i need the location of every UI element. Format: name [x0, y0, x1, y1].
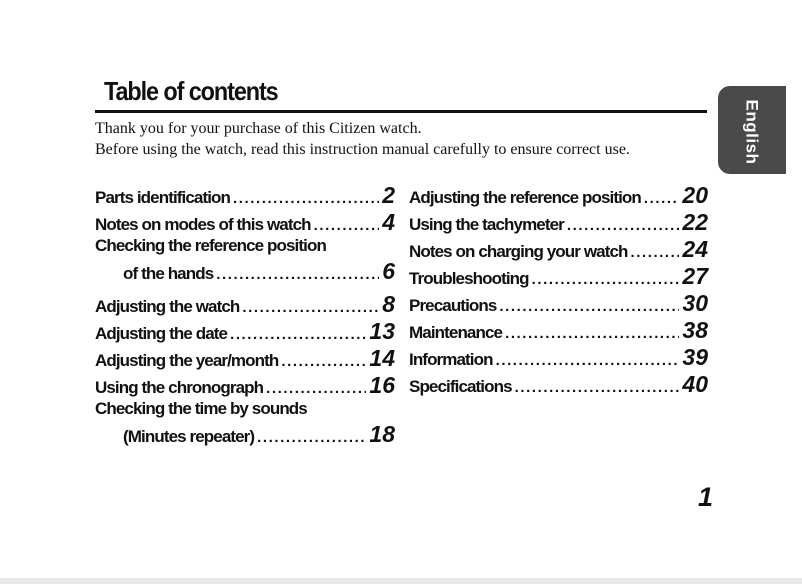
toc-entry-page: 20 [682, 182, 708, 208]
toc-entry-label: Using the tachymeter [409, 215, 564, 234]
toc-entry-label: Specifications [409, 377, 512, 396]
toc-entry-label-continued: of the hands [123, 264, 214, 283]
toc-entry-label: Using the chronograph [95, 378, 264, 397]
page-bottom-edge [0, 578, 802, 584]
intro-line: Before using the watch, read this instruction manual carefully to ensure correct use. [95, 141, 630, 158]
toc-entry[interactable] [409, 344, 708, 371]
toc-entry-page: 16 [369, 372, 395, 398]
toc-entry-page: 4 [382, 209, 395, 235]
toc-entry-page: 14 [369, 345, 395, 371]
toc-entry-label: Troubleshooting [409, 269, 529, 288]
language-tab-label-box [719, 99, 783, 165]
toc-entry[interactable] [409, 209, 708, 236]
intro-line: Thank you for your purchase of this Citizen watch. [95, 120, 422, 137]
toc-entry-label: Checking the reference position [95, 236, 326, 255]
toc-entry-label: Adjusting the reference position [409, 188, 641, 207]
dot-leader [314, 217, 380, 234]
toc-entry[interactable] [95, 399, 395, 448]
toc-left-column [95, 182, 395, 454]
dot-leader [532, 271, 680, 288]
dot-leader [242, 299, 379, 316]
intro-text [95, 118, 715, 160]
title-divider [95, 110, 707, 113]
toc-entry[interactable] [409, 317, 708, 344]
page-title: Table of contents [104, 76, 278, 106]
toc-entry[interactable] [95, 182, 395, 209]
dot-leader [644, 190, 680, 207]
toc-entry-label: Adjusting the year/month [95, 351, 279, 370]
toc-entry-label: Parts identification [95, 188, 231, 207]
dot-leader [567, 217, 680, 234]
toc-entry[interactable] [409, 182, 708, 209]
dot-leader [266, 380, 366, 397]
dot-leader [281, 353, 366, 370]
toc-entry-label: Maintenance [409, 323, 503, 342]
toc-entry-page: 2 [382, 182, 395, 208]
toc-entry-page: 30 [682, 290, 708, 316]
toc-entry[interactable] [95, 372, 395, 399]
toc-entry-page: 6 [382, 258, 395, 284]
toc-entry-page: 40 [682, 371, 708, 397]
toc-entry-label: Information [409, 350, 493, 369]
toc-entry-label: Precautions [409, 296, 497, 315]
page-number: 1 [698, 482, 714, 512]
toc-entry[interactable] [95, 236, 395, 285]
dot-leader [499, 298, 679, 315]
toc-entry[interactable] [409, 236, 708, 263]
toc-entry-label: Notes on modes of this watch [95, 215, 311, 234]
toc-entry-label: Adjusting the date [95, 324, 228, 343]
toc-entry[interactable] [409, 263, 708, 290]
toc-entry-page: 38 [682, 317, 708, 343]
dot-leader [216, 266, 379, 283]
toc-entry-page: 39 [682, 344, 708, 370]
dot-leader [515, 379, 680, 396]
toc-entry-page: 27 [682, 263, 708, 289]
toc-entry[interactable] [409, 290, 708, 317]
toc-entry[interactable] [409, 371, 708, 398]
toc-entry[interactable] [95, 318, 395, 345]
toc-entry-page: 24 [682, 236, 708, 262]
toc-entry-page: 18 [369, 421, 395, 447]
dot-leader [631, 244, 680, 261]
dot-leader [230, 326, 366, 343]
dot-leader [496, 352, 680, 369]
toc-entry-label: Adjusting the watch [95, 297, 240, 316]
toc-entry-page: 8 [382, 291, 395, 317]
toc-entry[interactable] [95, 345, 395, 372]
dot-leader [257, 429, 366, 446]
toc-entry[interactable] [95, 291, 395, 318]
toc-entry-label: Checking the time by sounds [95, 399, 307, 418]
dot-leader [505, 325, 679, 342]
language-tab-label: English [742, 99, 761, 165]
dot-leader [233, 190, 379, 207]
toc-right-column [409, 182, 708, 398]
toc-entry[interactable] [95, 209, 395, 236]
toc-entry-page: 22 [682, 209, 708, 235]
toc-entry-page: 13 [369, 318, 395, 344]
toc-entry-label: Notes on charging your watch [409, 242, 628, 261]
toc-entry-label-continued: (Minutes repeater) [123, 427, 255, 446]
